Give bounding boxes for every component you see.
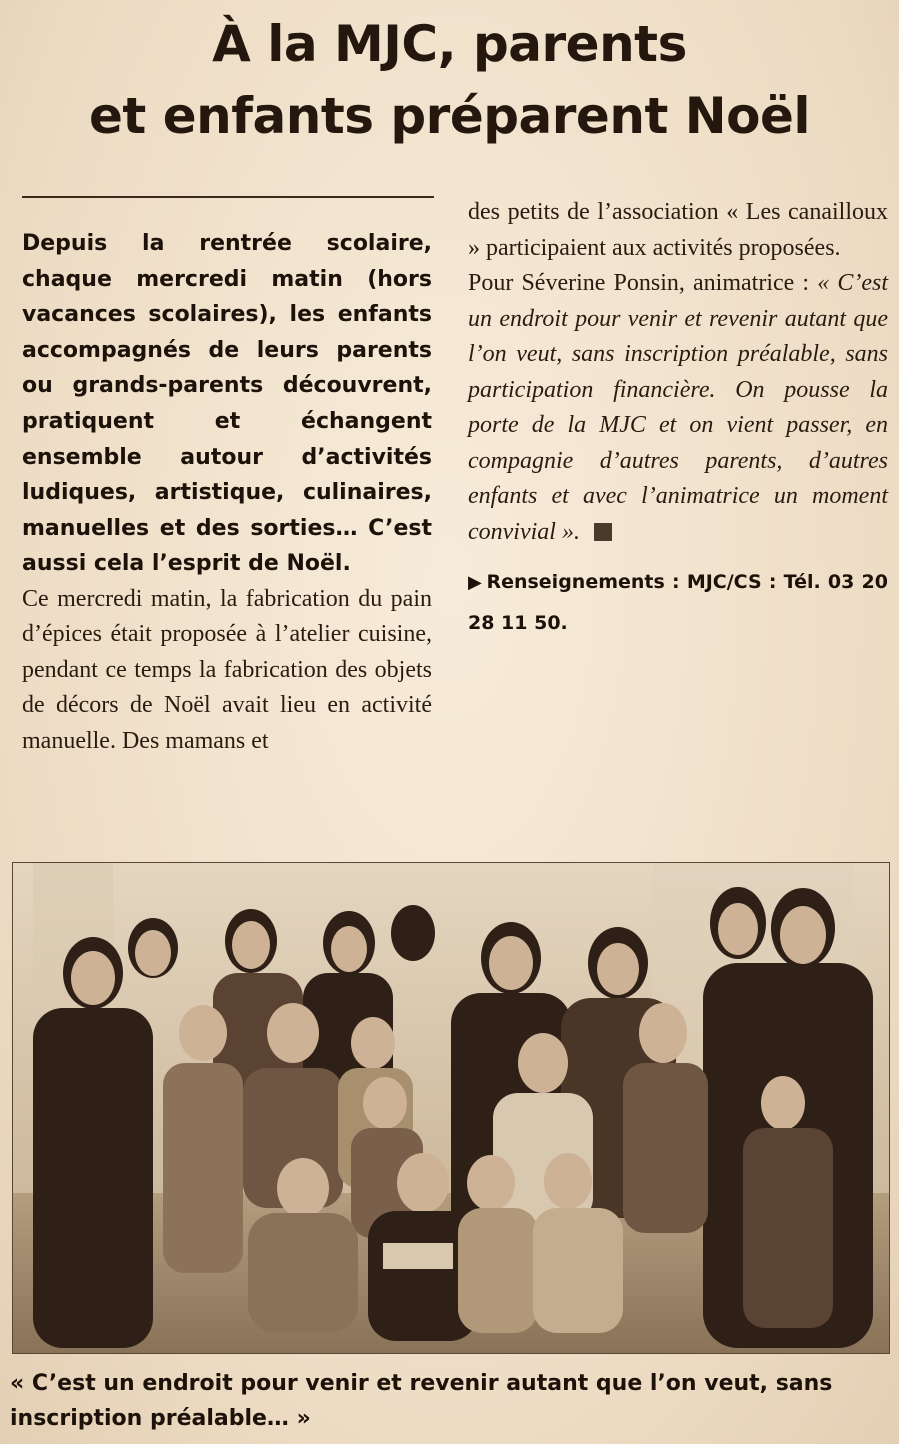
column-rule <box>22 196 434 198</box>
left-column <box>22 226 432 759</box>
end-of-article-square-icon <box>594 523 612 541</box>
group-photo-illustration <box>13 863 889 1353</box>
photo-caption: « C’est un endroit pour venir et revenir autant que l’on veut, sans inscription préalable… » <box>10 1371 833 1431</box>
info-label: Renseignements : <box>486 571 687 593</box>
info-contact: MJC/CS : Tél. 03 20 28 11 50. <box>468 571 888 634</box>
headline <box>0 8 899 152</box>
body-paragraph-2 <box>468 266 888 550</box>
group-photo <box>12 862 890 1354</box>
body-paragraph-1-part-1: Ce mercredi matin, la fabrication du pain d’épices était proposée à l’atelier cuisine, pendant ce temps la fabrication des objets de décors de Noël avait lieu en activité manuelle. Des mamans et <box>22 585 432 754</box>
lead-paragraph: Depuis la rentrée scolaire, chaque mercredi matin (hors vacances scolaires), les enfants accompagnés de leurs parents ou grands-parents découvrent, pratiquent et échangent ensemble autour d’activités ludiques, artistique, culinaires, manuelles et des sorties… C’est aussi cela l’esprit de Noël. <box>22 231 432 577</box>
animator-quote: « C’est un endroit pour venir et revenir autant que l’on veut, sans inscription préalable, sans participation financière. On pousse la porte de la MJC et on vient passer, en compagnie d’autres parents, d’autres enfants et avec l’animatrice un moment convivial ». <box>468 270 888 545</box>
headline-line-2: et enfants préparent Noël <box>89 87 810 145</box>
triangle-arrow-icon: ▶ <box>468 572 483 593</box>
headline-line-1: À la MJC, parents <box>212 15 687 73</box>
info-line <box>468 562 888 643</box>
right-column <box>468 195 888 643</box>
body-paragraph-1-part-2: des petits de l’association « Les canailloux » participaient aux activités proposées. <box>468 199 888 261</box>
quote-attribution: Pour Séverine Ponsin, animatrice : <box>468 270 818 296</box>
